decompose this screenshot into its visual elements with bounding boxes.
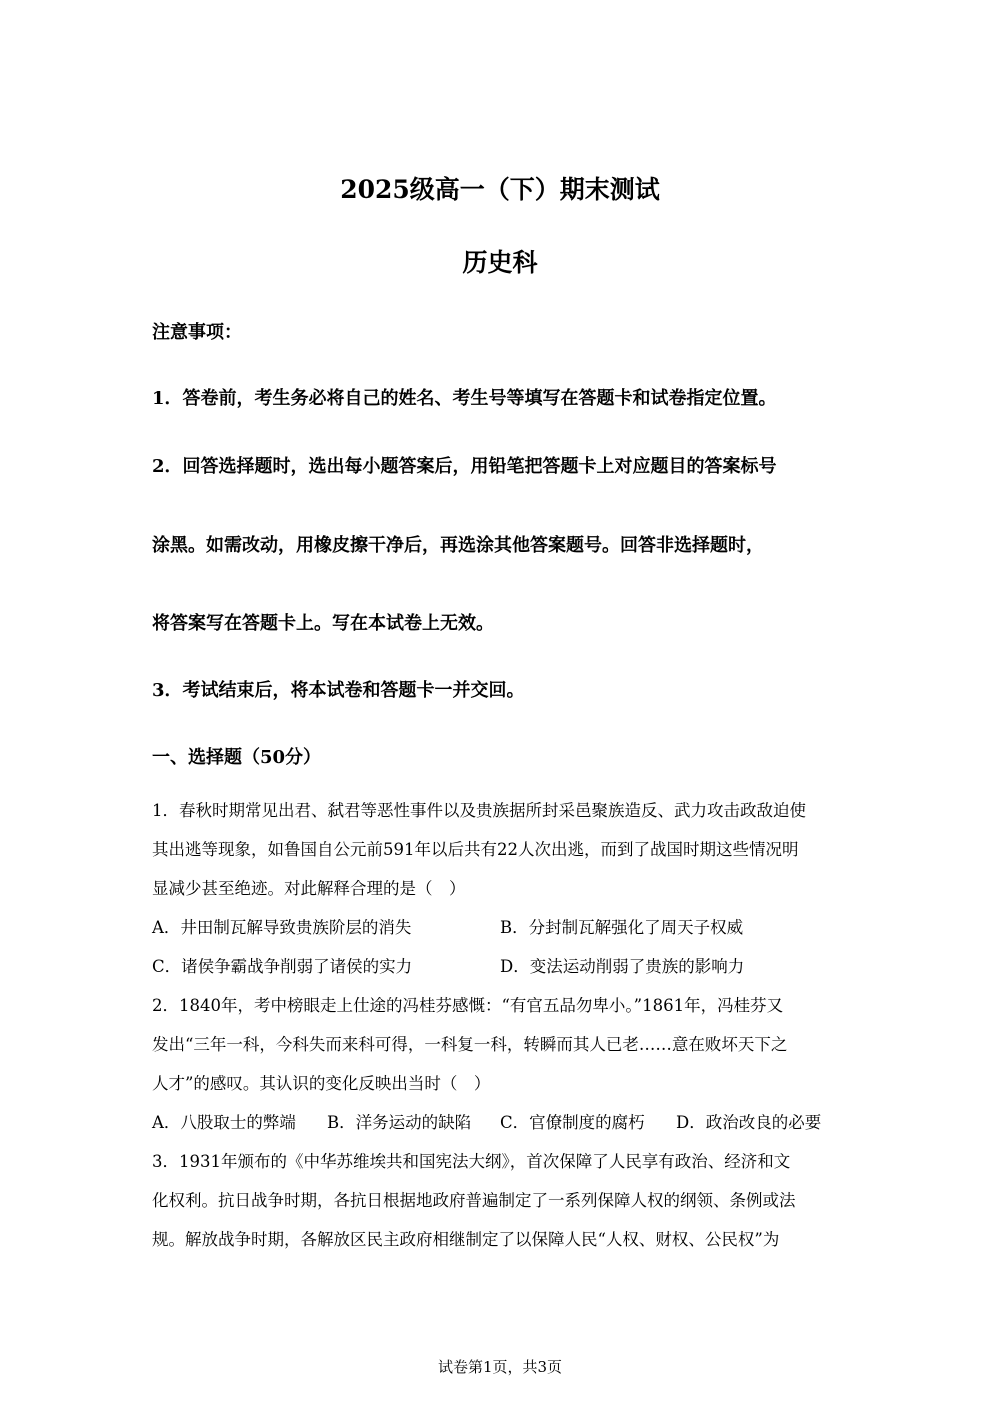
q2-line-2: 发出“三年一科，今科失而来科可得，一科复一科，转瞬而其人已老……意在败坏天下之 (152, 1035, 788, 1054)
notice-item-3: 3．考试结束后，将本试卷和答题卡一并交回。 (152, 680, 525, 701)
notice-item-2-line-2: 涂黑。如需改动，用橡皮擦干净后，再选涂其他答案题号。回答非选择题时， (152, 535, 764, 556)
notice-heading: 注意事项： (152, 322, 242, 343)
q2-line-1: 2．1840年，考中榜眼走上仕途的冯桂芬感慨：“有官五品勿卑小。”1861年，冯桂芬又 (152, 996, 784, 1015)
q3-line-1: 3．1931年颁布的《中华苏维埃共和国宪法大纲》，首次保障了人民享有政治、经济和文 (152, 1152, 791, 1171)
subject-title: 历史科 (462, 248, 538, 277)
notice-item-1: 1．答卷前，考生务必将自己的姓名、考生号等填写在答题卡和试卷指定位置。 (152, 388, 777, 409)
q1-line-1: 1．春秋时期常见出君、弑君等恶性事件以及贵族据所封采邑聚族造反、武力攻击政敌迫使 (152, 801, 806, 820)
section-heading: 一、选择题（50分） (152, 747, 322, 768)
q1-option-c: C．诸侯争霸战争削弱了诸侯的实力 (152, 957, 413, 976)
q1-option-a: A．井田制瓦解导致贵族阶层的消失 (152, 918, 412, 937)
q3-line-2: 化权利。抗日战争时期，各抗日根据地政府普遍制定了一系列保障人权的纲领、条例或法 (152, 1191, 796, 1210)
q1-option-d: D．变法运动削弱了贵族的影响力 (500, 957, 745, 976)
notice-item-2-line-3: 将答案写在答题卡上。写在本试卷上无效。 (152, 613, 494, 634)
q1-line-2: 其出逃等现象，如鲁国自公元前591年以后共有22人次出逃，而到了战国时期这些情况明 (152, 840, 799, 859)
q2-option-c: C．官僚制度的腐朽 (500, 1113, 645, 1132)
q2-option-b: B．洋务运动的缺陷 (327, 1113, 472, 1132)
q2-line-3: 人才”的感叹。其认识的变化反映出当时（ ） (152, 1074, 491, 1093)
exam-title: 2025级高一（下）期末测试 (340, 175, 660, 204)
notice-item-2-line-1: 2．回答选择题时，选出每小题答案后，用铅笔把答题卡上对应题目的答案标号 (152, 456, 777, 477)
q1-option-b: B．分封制瓦解强化了周天子权威 (500, 918, 744, 937)
q3-line-3: 规。解放战争时期，各解放区民主政府相继制定了以保障人民“人权、财权、公民权”为 (152, 1230, 780, 1249)
page-footer: 试卷第1页，共3页 (437, 1358, 563, 1376)
q2-option-a: A．八股取士的弊端 (152, 1113, 296, 1132)
q1-line-3: 显减少甚至绝迹。对此解释合理的是（ ） (152, 879, 466, 898)
q2-option-d: D．政治改良的必要 (676, 1113, 822, 1132)
